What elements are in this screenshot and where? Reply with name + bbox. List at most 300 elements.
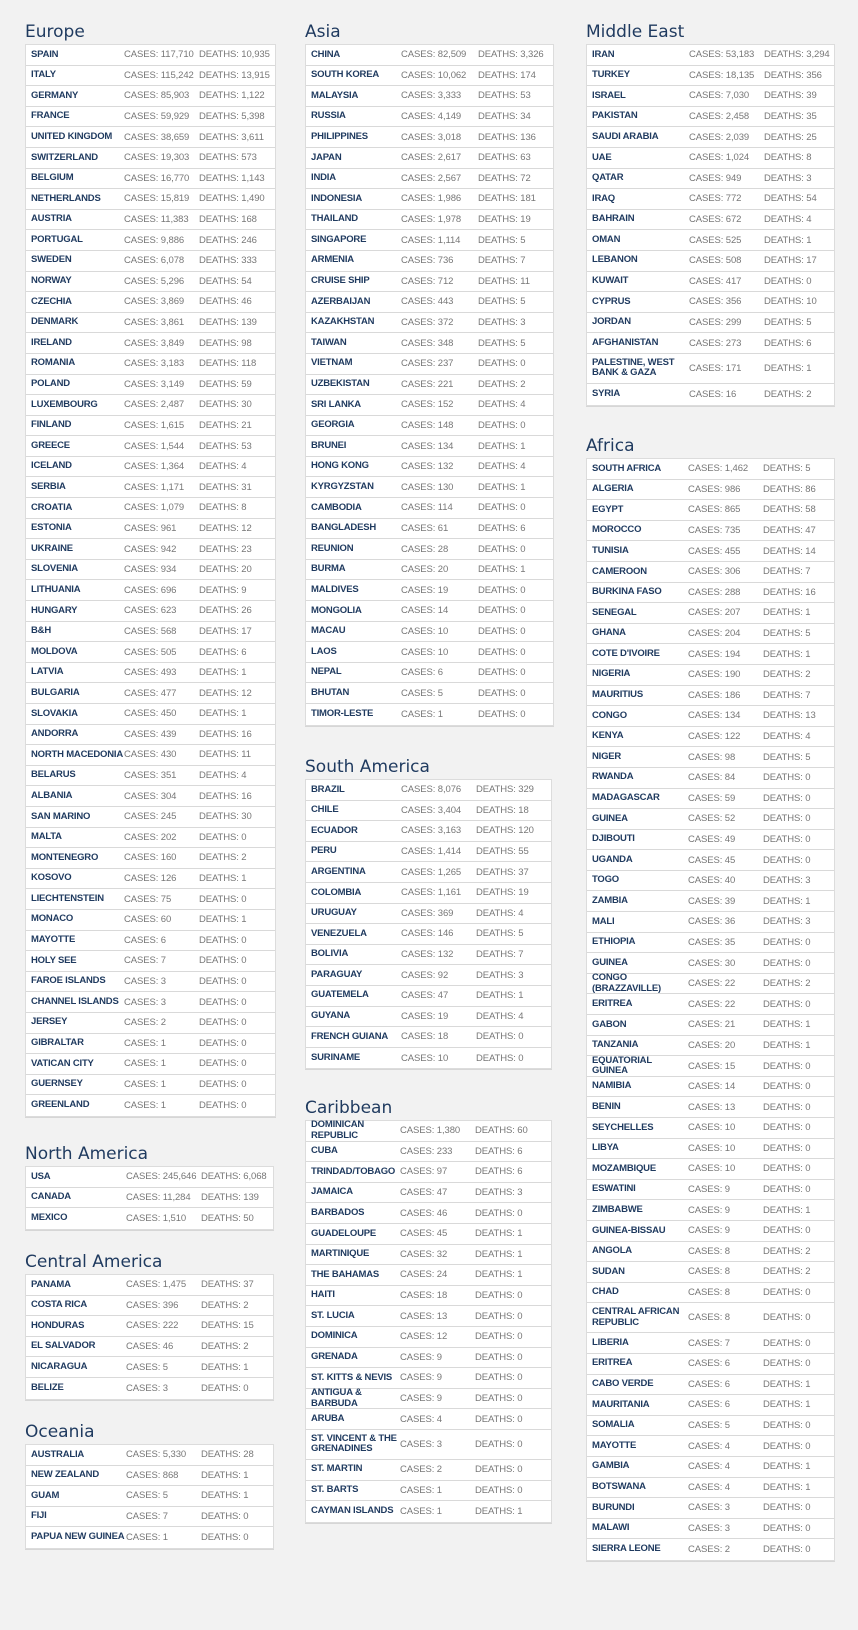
deaths-value: DEATHS: 12 <box>199 687 252 699</box>
table-row <box>587 148 834 169</box>
country-name: ST. BARTS <box>311 1484 359 1496</box>
deaths-value: DEATHS: 0 <box>478 687 526 699</box>
cases-value: CASES: 233 <box>400 1145 453 1157</box>
table-row <box>587 459 834 480</box>
table-row <box>306 842 551 863</box>
country-name: ECUADOR <box>311 824 358 836</box>
country-name: ST. VINCENT & THE GRENADINES <box>311 1432 397 1455</box>
cases-value: CASES: 525 <box>689 234 742 246</box>
table-row <box>26 1188 273 1209</box>
country-name: MALAWI <box>592 1522 630 1534</box>
country-name: CHAD <box>592 1286 619 1298</box>
table-row <box>306 1224 551 1245</box>
north-america-table <box>25 1166 274 1230</box>
deaths-value: DEATHS: 7 <box>478 255 526 267</box>
country-name: DOMINICAN REPUBLIC <box>311 1119 365 1141</box>
deaths-value: DEATHS: 2 <box>763 1266 811 1278</box>
deaths-value: DEATHS: 2 <box>201 1341 249 1353</box>
table-row <box>306 395 553 416</box>
country-name: HAITI <box>311 1289 335 1301</box>
deaths-value: DEATHS: 0 <box>475 1351 523 1363</box>
deaths-value: DEATHS: 0 <box>763 1101 811 1113</box>
cases-value: CASES: 3,183 <box>124 358 185 370</box>
deaths-value: DEATHS: 0 <box>763 1522 811 1534</box>
cases-value: CASES: 3,163 <box>401 825 462 837</box>
table-row <box>26 1357 273 1378</box>
cases-value: CASES: 2,617 <box>401 152 462 164</box>
deaths-value: DEATHS: 3 <box>764 172 812 184</box>
deaths-value: DEATHS: 6 <box>199 646 247 658</box>
cases-value: CASES: 2 <box>688 1544 730 1556</box>
table-row <box>26 869 275 890</box>
deaths-value: DEATHS: 53 <box>199 440 252 452</box>
deaths-value: DEATHS: 0 <box>478 419 526 431</box>
cases-value: CASES: 273 <box>689 337 742 349</box>
table-row <box>587 45 834 66</box>
africa-table <box>586 458 835 1561</box>
deaths-value: DEATHS: 20 <box>199 564 252 576</box>
cases-value: CASES: 9 <box>688 1225 730 1237</box>
table-row <box>26 1275 273 1296</box>
table-row <box>587 830 834 851</box>
deaths-value: DEATHS: 47 <box>763 525 816 537</box>
table-row <box>306 560 553 581</box>
cases-value: CASES: 1 <box>401 708 443 720</box>
country-name: PERU <box>311 845 337 857</box>
country-name: INDONESIA <box>311 192 362 204</box>
cases-value: CASES: 11,284 <box>126 1191 191 1203</box>
country-name: TRINDAD/TOBAGO <box>311 1165 396 1177</box>
table-row <box>306 45 553 66</box>
cases-value: CASES: 1,978 <box>401 214 462 226</box>
cases-value: CASES: 934 <box>124 564 177 576</box>
cases-value: CASES: 477 <box>124 687 177 699</box>
table-row <box>587 1221 834 1242</box>
country-name: NAMIBIA <box>592 1080 632 1092</box>
country-name: BELARUS <box>31 769 76 781</box>
country-name: ZAMBIA <box>592 895 628 907</box>
table-row <box>26 1486 273 1507</box>
cases-value: CASES: 115,242 <box>124 69 194 81</box>
region-africa <box>586 435 833 1556</box>
cases-value: CASES: 40 <box>688 875 736 887</box>
country-name: SYRIA <box>592 387 621 399</box>
table-row <box>26 910 275 931</box>
deaths-value: DEATHS: 5 <box>764 317 812 329</box>
deaths-value: DEATHS: 18 <box>476 804 529 816</box>
country-name: BAHRAIN <box>592 213 635 225</box>
country-name: COSTA RICA <box>31 1299 88 1311</box>
table-row <box>306 375 553 396</box>
deaths-value: DEATHS: 3 <box>476 969 524 981</box>
deaths-value: DEATHS: 0 <box>763 1544 811 1556</box>
table-row <box>26 395 275 416</box>
table-row <box>587 994 834 1015</box>
country-name: OMAN <box>592 233 621 245</box>
table-row <box>306 148 553 169</box>
region-central-america <box>25 1251 272 1394</box>
table-row <box>306 1348 551 1369</box>
deaths-value: DEATHS: 1 <box>199 914 247 926</box>
table-row <box>26 189 275 210</box>
deaths-value: DEATHS: 6 <box>478 522 526 534</box>
country-name: SWEDEN <box>31 254 72 266</box>
country-name: TUNISIA <box>592 544 629 556</box>
cases-value: CASES: 11,383 <box>124 214 189 226</box>
country-name: MOZAMBIQUE <box>592 1162 656 1174</box>
table-row <box>26 580 275 601</box>
country-name: PHILIPPINES <box>311 130 368 142</box>
cases-value: CASES: 2,458 <box>689 111 750 123</box>
deaths-value: DEATHS: 0 <box>199 955 247 967</box>
country-name: CYPRUS <box>592 295 631 307</box>
table-row <box>306 704 553 725</box>
cases-value: CASES: 19 <box>401 584 449 596</box>
country-name: BOLIVIA <box>311 948 349 960</box>
deaths-value: DEATHS: 0 <box>478 667 526 679</box>
country-name: NIGER <box>592 750 622 762</box>
country-name: LAOS <box>311 645 337 657</box>
table-row <box>587 912 834 933</box>
country-name: EGYPT <box>592 503 624 515</box>
table-row <box>587 333 834 354</box>
country-name: ZIMBABWE <box>592 1203 643 1215</box>
country-name: GUERNSEY <box>31 1078 83 1090</box>
cases-value: CASES: 28 <box>401 543 449 555</box>
country-name: POLAND <box>31 378 70 390</box>
table-row <box>587 521 834 542</box>
table-row <box>587 644 834 665</box>
region-title: North America <box>25 1144 149 1164</box>
cases-value: CASES: 10 <box>688 1122 736 1134</box>
deaths-value: DEATHS: 0 <box>478 646 526 658</box>
table-row <box>26 354 275 375</box>
cases-value: CASES: 1,986 <box>401 193 462 205</box>
deaths-value: DEATHS: 7 <box>763 689 811 701</box>
table-row <box>306 1183 551 1204</box>
table-row <box>587 603 834 624</box>
country-name: TANZANIA <box>592 1039 639 1051</box>
country-name: BULGARIA <box>31 686 80 698</box>
deaths-value: DEATHS: 25 <box>764 131 817 143</box>
country-name: TIMOR-LESTE <box>311 708 374 720</box>
deaths-value: DEATHS: 1 <box>201 1361 249 1373</box>
cases-value: CASES: 245,646 <box>126 1171 197 1183</box>
table-row <box>587 1478 834 1499</box>
country-name: ALBANIA <box>31 789 73 801</box>
table-row <box>587 230 834 251</box>
deaths-value: DEATHS: 60 <box>475 1125 528 1137</box>
cases-value: CASES: 85,903 <box>124 90 190 102</box>
deaths-value: DEATHS: 4 <box>478 399 526 411</box>
table-row <box>306 127 553 148</box>
country-name: BELGIUM <box>31 172 74 184</box>
deaths-value: DEATHS: 13 <box>763 710 816 722</box>
deaths-value: DEATHS: 0 <box>763 1502 811 1514</box>
cases-value: CASES: 24 <box>400 1269 448 1281</box>
cases-value: CASES: 5,296 <box>124 275 185 287</box>
table-row <box>306 1501 551 1522</box>
cases-value: CASES: 3,861 <box>124 317 185 329</box>
country-name: ERITREA <box>592 1357 633 1369</box>
table-row <box>306 663 553 684</box>
deaths-value: DEATHS: 0 <box>763 1163 811 1175</box>
cases-value: CASES: 9 <box>400 1372 442 1384</box>
deaths-value: DEATHS: 5 <box>763 463 811 475</box>
country-name: USA <box>31 1170 51 1182</box>
deaths-value: DEATHS: 17 <box>199 625 252 637</box>
deaths-value: DEATHS: 0 <box>763 792 811 804</box>
table-row <box>306 1460 551 1481</box>
table-row <box>587 1015 834 1036</box>
deaths-value: DEATHS: 1,490 <box>199 193 265 205</box>
deaths-value: DEATHS: 3 <box>475 1187 523 1199</box>
country-name: JERSEY <box>31 1016 68 1028</box>
cases-value: CASES: 6,078 <box>124 255 185 267</box>
cases-value: CASES: 186 <box>688 689 741 701</box>
deaths-value: DEATHS: 4 <box>199 770 247 782</box>
cases-value: CASES: 1 <box>124 1058 166 1070</box>
cases-value: CASES: 1,079 <box>124 502 185 514</box>
table-row <box>306 272 553 293</box>
oceania-table <box>25 1444 274 1549</box>
country-name: AFGHANISTAN <box>592 336 659 348</box>
deaths-value: DEATHS: 0 <box>199 996 247 1008</box>
table-row <box>306 333 553 354</box>
table-row <box>26 457 275 478</box>
cases-value: CASES: 14 <box>688 1081 736 1093</box>
deaths-value: DEATHS: 1 <box>201 1469 249 1481</box>
deaths-value: DEATHS: 356 <box>764 69 822 81</box>
region-europe <box>25 21 274 1112</box>
country-name: GUINEA <box>592 956 628 968</box>
region-title: Middle East <box>586 22 685 42</box>
deaths-value: DEATHS: 246 <box>199 234 257 246</box>
cases-value: CASES: 245 <box>124 811 177 823</box>
region-north-america <box>25 1143 272 1224</box>
cases-value: CASES: 8 <box>688 1266 730 1278</box>
cases-value: CASES: 14 <box>401 605 449 617</box>
cases-value: CASES: 18,135 <box>689 69 755 81</box>
table-row <box>587 1097 834 1118</box>
deaths-value: DEATHS: 1 <box>763 648 811 660</box>
table-row <box>26 539 275 560</box>
table-row <box>26 1507 273 1528</box>
cases-value: CASES: 16 <box>689 388 737 400</box>
country-name: SOUTH KOREA <box>311 69 379 81</box>
table-row <box>26 1378 273 1399</box>
cases-value: CASES: 9 <box>400 1393 442 1405</box>
country-name: SAN MARINO <box>31 810 91 822</box>
deaths-value: DEATHS: 0 <box>199 1037 247 1049</box>
country-name: GREECE <box>31 439 70 451</box>
table-row <box>587 933 834 954</box>
deaths-value: DEATHS: 4 <box>764 214 812 226</box>
region-title: Caribbean <box>305 1098 393 1118</box>
table-row <box>306 498 553 519</box>
table-row <box>306 683 553 704</box>
country-name: COTE D'IVOIRE <box>592 647 660 659</box>
cases-value: CASES: 9 <box>688 1204 730 1216</box>
country-name: DENMARK <box>31 316 79 328</box>
country-name: CENTRAL AFRICAN REPUBLIC <box>592 1306 680 1328</box>
deaths-value: DEATHS: 8 <box>764 152 812 164</box>
country-name: ANTIGUA & BARBUDA <box>311 1387 362 1409</box>
deaths-value: DEATHS: 1 <box>475 1269 523 1281</box>
region-asia <box>305 21 552 720</box>
cases-value: CASES: 13 <box>400 1310 448 1322</box>
deaths-value: DEATHS: 1 <box>764 234 812 246</box>
deaths-value: DEATHS: 0 <box>763 998 811 1010</box>
deaths-value: DEATHS: 5,398 <box>199 111 265 123</box>
country-name: SINGAPORE <box>311 233 367 245</box>
deaths-value: DEATHS: 0 <box>475 1290 523 1302</box>
cases-value: CASES: 36 <box>688 916 736 928</box>
deaths-value: DEATHS: 17 <box>764 255 817 267</box>
deaths-value: DEATHS: 0 <box>475 1484 523 1496</box>
country-name: NICARAGUA <box>31 1360 88 1372</box>
country-name: MAYOTTE <box>31 934 76 946</box>
deaths-value: DEATHS: 37 <box>201 1279 254 1291</box>
table-row <box>587 480 834 501</box>
cases-value: CASES: 60 <box>124 914 172 926</box>
country-name: SLOVENIA <box>31 563 78 575</box>
deaths-value: DEATHS: 0 <box>478 543 526 555</box>
cases-value: CASES: 47 <box>400 1187 448 1199</box>
table-row <box>306 519 553 540</box>
deaths-value: DEATHS: 174 <box>478 69 536 81</box>
deaths-value: DEATHS: 63 <box>478 152 531 164</box>
country-name: HUNGARY <box>31 604 78 616</box>
deaths-value: DEATHS: 54 <box>764 193 817 205</box>
table-row <box>26 1316 273 1337</box>
table-row <box>26 1527 273 1548</box>
table-row <box>26 333 275 354</box>
country-name: FRENCH GUIANA <box>311 1030 389 1042</box>
cases-value: CASES: 134 <box>688 710 741 722</box>
cases-value: CASES: 19,303 <box>124 152 190 164</box>
cases-value: CASES: 372 <box>401 317 454 329</box>
country-name: HONDURAS <box>31 1319 85 1331</box>
cases-value: CASES: 623 <box>124 605 177 617</box>
deaths-value: DEATHS: 0 <box>475 1438 523 1450</box>
region-middle-east <box>586 21 833 400</box>
table-row <box>26 745 275 766</box>
table-row <box>26 560 275 581</box>
country-name: THAILAND <box>311 213 358 225</box>
country-name: BANGLADESH <box>311 522 377 534</box>
country-name: AUSTRIA <box>31 213 72 225</box>
country-name: AZERBAIJAN <box>311 295 371 307</box>
country-name: CHINA <box>311 48 341 60</box>
cases-value: CASES: 152 <box>401 399 454 411</box>
country-name: ARUBA <box>311 1412 345 1424</box>
cases-value: CASES: 15 <box>688 1060 736 1072</box>
cases-value: CASES: 18 <box>400 1290 448 1302</box>
table-row <box>26 127 275 148</box>
cases-value: CASES: 4 <box>688 1440 730 1452</box>
region-title: Africa <box>586 436 635 456</box>
deaths-value: DEATHS: 329 <box>476 784 534 796</box>
table-row <box>306 251 553 272</box>
deaths-value: DEATHS: 10 <box>764 296 817 308</box>
deaths-value: DEATHS: 0 <box>475 1331 523 1343</box>
deaths-value: DEATHS: 5 <box>476 928 524 940</box>
region-title: Europe <box>25 22 85 42</box>
country-name: ICELAND <box>31 460 72 472</box>
cases-value: CASES: 1,615 <box>124 419 185 431</box>
deaths-value: DEATHS: 50 <box>201 1212 254 1224</box>
deaths-value: DEATHS: 26 <box>199 605 252 617</box>
deaths-value: DEATHS: 16 <box>199 790 252 802</box>
country-name: MARTINIQUE <box>311 1248 370 1260</box>
country-name: EQUATORIAL GUINEA <box>592 1054 652 1077</box>
table-row <box>587 1395 834 1416</box>
table-row <box>587 127 834 148</box>
country-name: BURKINA FASO <box>592 586 662 598</box>
table-row <box>26 601 275 622</box>
table-row <box>587 953 834 974</box>
deaths-value: DEATHS: 1 <box>763 1481 811 1493</box>
country-name: PAKISTAN <box>592 110 638 122</box>
table-row <box>306 601 553 622</box>
country-name: CROATIA <box>31 501 73 513</box>
table-row <box>587 1283 834 1304</box>
cases-value: CASES: 430 <box>124 749 177 761</box>
table-row <box>587 850 834 871</box>
table-row <box>26 313 275 334</box>
cases-value: CASES: 5 <box>688 1420 730 1432</box>
cases-value: CASES: 22 <box>688 978 736 990</box>
deaths-value: DEATHS: 1 <box>763 607 811 619</box>
table-row <box>306 1481 551 1502</box>
cases-value: CASES: 1,414 <box>401 846 462 858</box>
deaths-value: DEATHS: 1 <box>764 362 812 374</box>
deaths-value: DEATHS: 0 <box>763 813 811 825</box>
deaths-value: DEATHS: 0 <box>199 831 247 843</box>
table-row <box>306 642 553 663</box>
country-name: CONGO (BRAZZAVILLE) <box>592 972 661 994</box>
middle-east-table <box>586 44 835 406</box>
cases-value: CASES: 46 <box>126 1341 174 1353</box>
deaths-value: DEATHS: 1 <box>763 1461 811 1473</box>
table-row <box>587 583 834 604</box>
country-name: GUAM <box>31 1489 60 1501</box>
country-name: CAMBODIA <box>311 501 362 513</box>
country-name: GIBRALTAR <box>31 1037 84 1049</box>
table-row <box>587 1333 834 1354</box>
deaths-value: DEATHS: 34 <box>478 111 531 123</box>
deaths-value: DEATHS: 0 <box>476 1031 524 1043</box>
country-name: GUYANA <box>311 1010 351 1022</box>
deaths-value: DEATHS: 30 <box>199 811 252 823</box>
region-caribbean <box>305 1097 550 1517</box>
country-name: KENYA <box>592 730 624 742</box>
deaths-value: DEATHS: 31 <box>199 481 252 493</box>
country-name: ARGENTINA <box>311 865 366 877</box>
country-name: GUINEA-BISSAU <box>592 1224 666 1236</box>
table-row <box>26 683 275 704</box>
country-name: UGANDA <box>592 853 633 865</box>
table-row <box>306 1265 551 1286</box>
deaths-value: DEATHS: 86 <box>763 483 816 495</box>
table-row <box>587 1457 834 1478</box>
table-row <box>26 889 275 910</box>
cases-value: CASES: 8 <box>688 1312 730 1324</box>
country-name: FAROE ISLANDS <box>31 975 106 987</box>
table-row <box>26 375 275 396</box>
deaths-value: DEATHS: 0 <box>478 708 526 720</box>
